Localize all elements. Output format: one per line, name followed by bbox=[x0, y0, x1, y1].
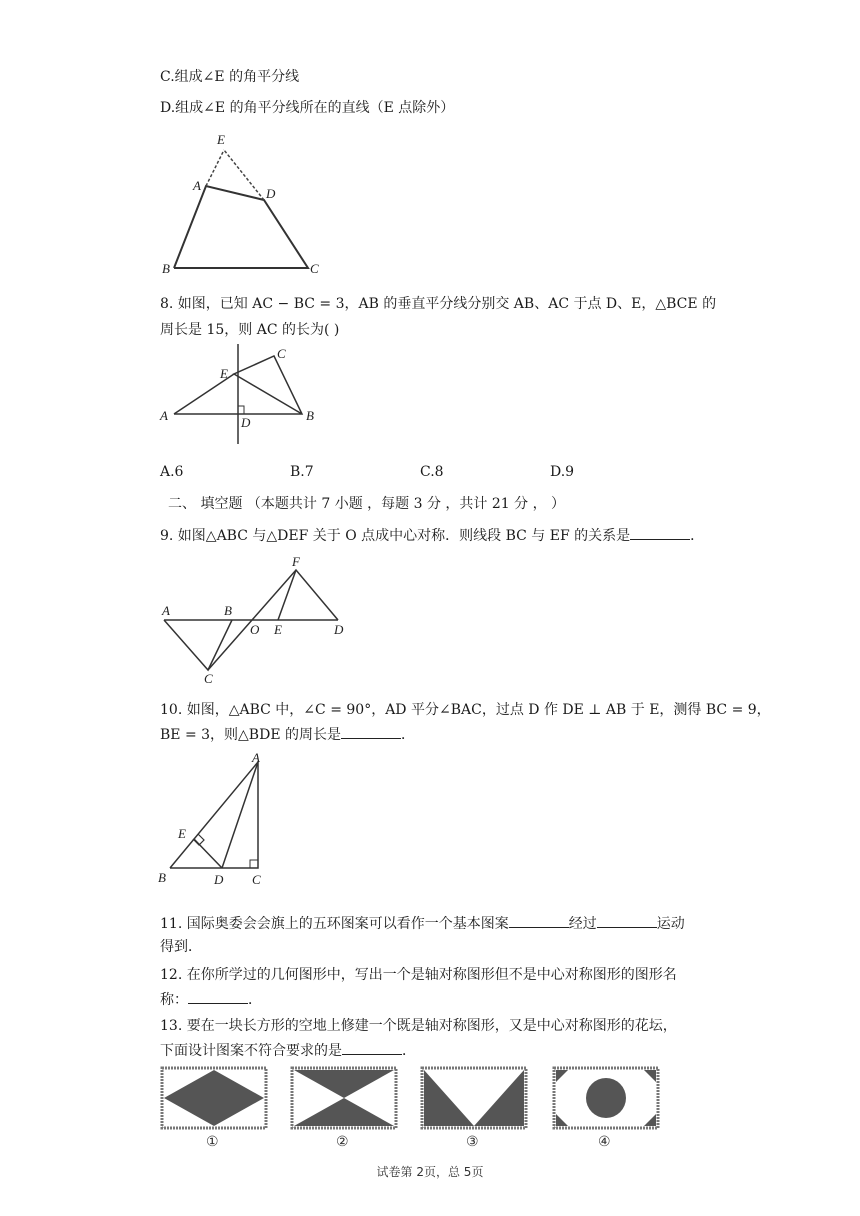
q12-text-line1: 12. 在你所学过的几何图形中，写出一个是轴对称图形但不是中心对称图形的图形名 bbox=[160, 967, 677, 983]
q10-text-before: BE = 3，则△BDE 的周长是 bbox=[160, 727, 341, 743]
label-A: A bbox=[193, 178, 201, 193]
label-E: E bbox=[217, 132, 225, 147]
label-A: A bbox=[252, 750, 260, 765]
q12-text-before: 称： bbox=[160, 992, 188, 1008]
q11-text-line1 bbox=[160, 913, 685, 934]
q13-design-1 bbox=[160, 1066, 270, 1150]
label-D: D bbox=[241, 415, 251, 430]
q7-option-c: C.组成∠E 的角平分线 bbox=[160, 69, 300, 85]
q11-answer-blank-2[interactable] bbox=[597, 913, 657, 928]
q10-figure bbox=[158, 748, 278, 893]
q13-text-line1: 13. 要在一块长方形的空地上修建一个既是轴对称图形，又是中心对称图形的花坛， bbox=[160, 1018, 677, 1034]
q8-options bbox=[160, 462, 720, 482]
q8-figure bbox=[158, 340, 328, 450]
label-C: C bbox=[252, 872, 261, 887]
q13-text-before: 下面设计图案不符合要求的是 bbox=[160, 1043, 342, 1059]
label-F: F bbox=[292, 554, 300, 569]
label-E: E bbox=[178, 826, 186, 841]
q12-text-after: ． bbox=[248, 992, 262, 1008]
q9-figure bbox=[158, 552, 358, 686]
label-A: A bbox=[162, 603, 170, 618]
q13-design-2 bbox=[290, 1066, 400, 1150]
q10-text-line2 bbox=[160, 724, 415, 745]
q13-text-after: ． bbox=[402, 1043, 416, 1059]
q11-text-c: 运动 bbox=[656, 916, 685, 932]
q11-answer-blank-1[interactable] bbox=[509, 913, 569, 928]
label-B: B bbox=[158, 870, 166, 885]
design-label-1: ① bbox=[206, 1134, 219, 1150]
label-D: D bbox=[334, 622, 344, 637]
q13-answer-blank[interactable] bbox=[342, 1040, 402, 1055]
q8-option-d[interactable]: D.9 bbox=[550, 464, 575, 480]
label-D: D bbox=[214, 872, 224, 887]
label-C: C bbox=[204, 671, 213, 686]
q11-text-line2: 得到． bbox=[160, 939, 202, 955]
design-label-2: ② bbox=[336, 1134, 349, 1150]
q12-text-line2 bbox=[160, 989, 262, 1010]
q10-text-after: ． bbox=[401, 727, 415, 743]
label-C: C bbox=[310, 261, 319, 276]
design-label-4: ④ bbox=[598, 1134, 611, 1150]
label-E: E bbox=[220, 366, 228, 381]
q8-option-a[interactable]: A.6 bbox=[160, 464, 184, 480]
q9-text-after: ． bbox=[690, 528, 705, 544]
q13-design-3 bbox=[420, 1066, 530, 1150]
q11-text-a: 11. 国际奥委会会旗上的五环图案可以看作一个基本图案 bbox=[160, 916, 509, 932]
design-label-3: ③ bbox=[466, 1134, 479, 1150]
q8-text-line1: 8. 如图，已知 AC − BC = 3，AB 的垂直平分线分别交 AB、AC 于点 D、E，△BCE 的 bbox=[160, 296, 717, 312]
q9-answer-blank[interactable] bbox=[630, 525, 690, 540]
q10-answer-blank[interactable] bbox=[341, 724, 401, 739]
q11-text-b: 经过 bbox=[568, 916, 597, 932]
label-E: E bbox=[274, 622, 282, 637]
label-D: D bbox=[266, 186, 276, 201]
label-B: B bbox=[224, 603, 232, 618]
q13-text-line2 bbox=[160, 1040, 416, 1061]
q8-text-line2: 周长是 15，则 AC 的长为( ) bbox=[160, 322, 340, 338]
q13-design-4 bbox=[552, 1066, 662, 1150]
q9-text bbox=[160, 525, 704, 546]
q7-figure bbox=[160, 128, 340, 278]
label-B: B bbox=[162, 261, 170, 276]
page-footer: 试卷第 2页，总 5页 bbox=[376, 1165, 484, 1179]
section-heading: 二、 填空题 （本题共计 7 小题 ，每题 3 分 ，共计 21 分 ， ） bbox=[168, 496, 566, 512]
label-C: C bbox=[277, 346, 286, 361]
q7-option-d: D.组成∠E 的角平分线所在的直线（E 点除外） bbox=[160, 100, 455, 116]
label-B: B bbox=[306, 408, 314, 423]
q12-answer-blank[interactable] bbox=[188, 989, 248, 1004]
q10-text-line1: 10. 如图，△ABC 中，∠C = 90°，AD 平分∠BAC，过点 D 作 DE ⊥ AB 于 E，测得 BC = 9， bbox=[160, 702, 771, 718]
q8-option-c[interactable]: C.8 bbox=[420, 464, 444, 480]
label-O: O bbox=[250, 622, 260, 637]
q9-text-before: 9. 如图△ABC 与△DEF 关于 O 点成中心对称．则线段 BC 与 EF 的关系是 bbox=[160, 528, 631, 544]
label-A: A bbox=[160, 408, 168, 423]
q8-option-b[interactable]: B.7 bbox=[290, 464, 314, 480]
